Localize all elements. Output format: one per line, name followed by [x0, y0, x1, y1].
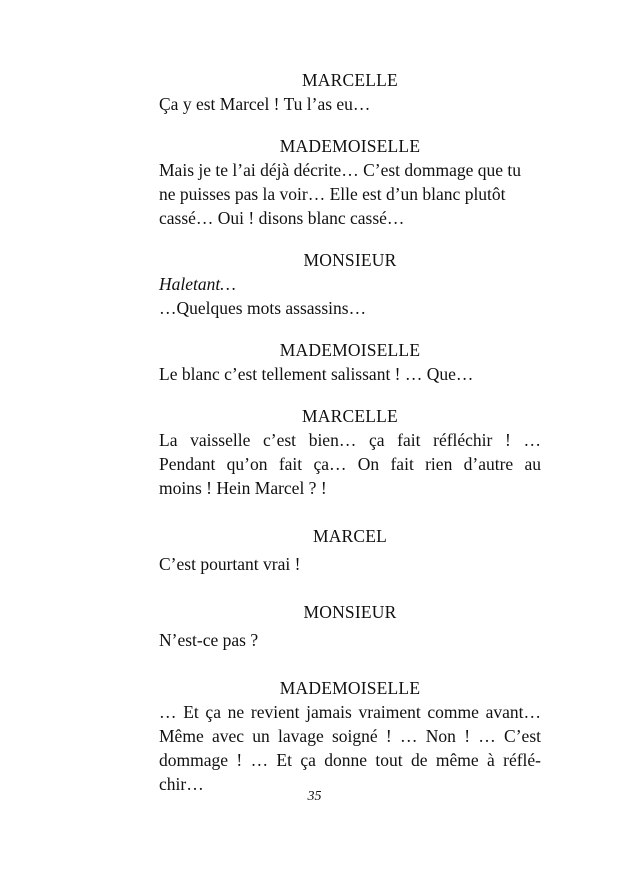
page-number: 35 [307, 789, 322, 804]
speech-line: dommage ! … Et ça donne tout de même à réflé- [159, 750, 541, 770]
speech-line: ne puisses pas la voir… Elle est d’un blanc plutôt [159, 184, 506, 204]
play-text [159, 68, 541, 796]
speaker-name: MARCELLE [302, 406, 398, 426]
speaker-name: MARCELLE [302, 70, 398, 90]
speech-line: Pendant qu’on fait ça… On fait rien d’autre au [159, 454, 541, 474]
speech-line: chir… [159, 774, 204, 794]
speaker-name: MONSIEUR [303, 250, 397, 270]
dialogue-block [159, 68, 541, 116]
speech-line: Mais je te l’ai déjà décrite… C’est dommage que tu [159, 160, 522, 180]
speech-line: cassé… Oui ! disons blanc cassé… [159, 208, 405, 228]
dialogue-block [159, 338, 541, 386]
speech-line: N’est-ce pas ? [159, 630, 259, 650]
dialogue-block [159, 404, 541, 500]
speaker-name: MADEMOISELLE [279, 340, 421, 360]
speech-line: …Quelques mots assassins… [159, 298, 367, 318]
speech-line: Même avec un lavage soigné ! … Non ! … C’est [159, 726, 541, 746]
speaker-name: MADEMOISELLE [279, 136, 421, 156]
speaker-name: MONSIEUR [303, 602, 397, 622]
speaker-name: MADEMOISELLE [279, 678, 421, 698]
speech-line: … Et ça ne revient jamais vraiment comme avant… [159, 702, 541, 722]
speech-line: La vaisselle c’est bien… ça fait réfléchir ! … [159, 430, 541, 450]
dialogue-block [159, 676, 541, 796]
speaker-name: MARCEL [312, 526, 388, 546]
stage-direction: Haletant… [159, 274, 236, 294]
dialogue-block [159, 524, 541, 576]
dialogue-block [159, 600, 541, 652]
dialogue-block [159, 134, 541, 230]
speech-line: Le blanc c’est tellement salissant ! … Que… [159, 364, 474, 384]
speech-line: moins ! Hein Marcel ? ! [159, 478, 327, 498]
speech-line: Ça y est Marcel ! Tu l’as eu… [159, 94, 371, 114]
speech-line: C’est pourtant vrai ! [159, 554, 301, 574]
dialogue-block [159, 248, 541, 320]
